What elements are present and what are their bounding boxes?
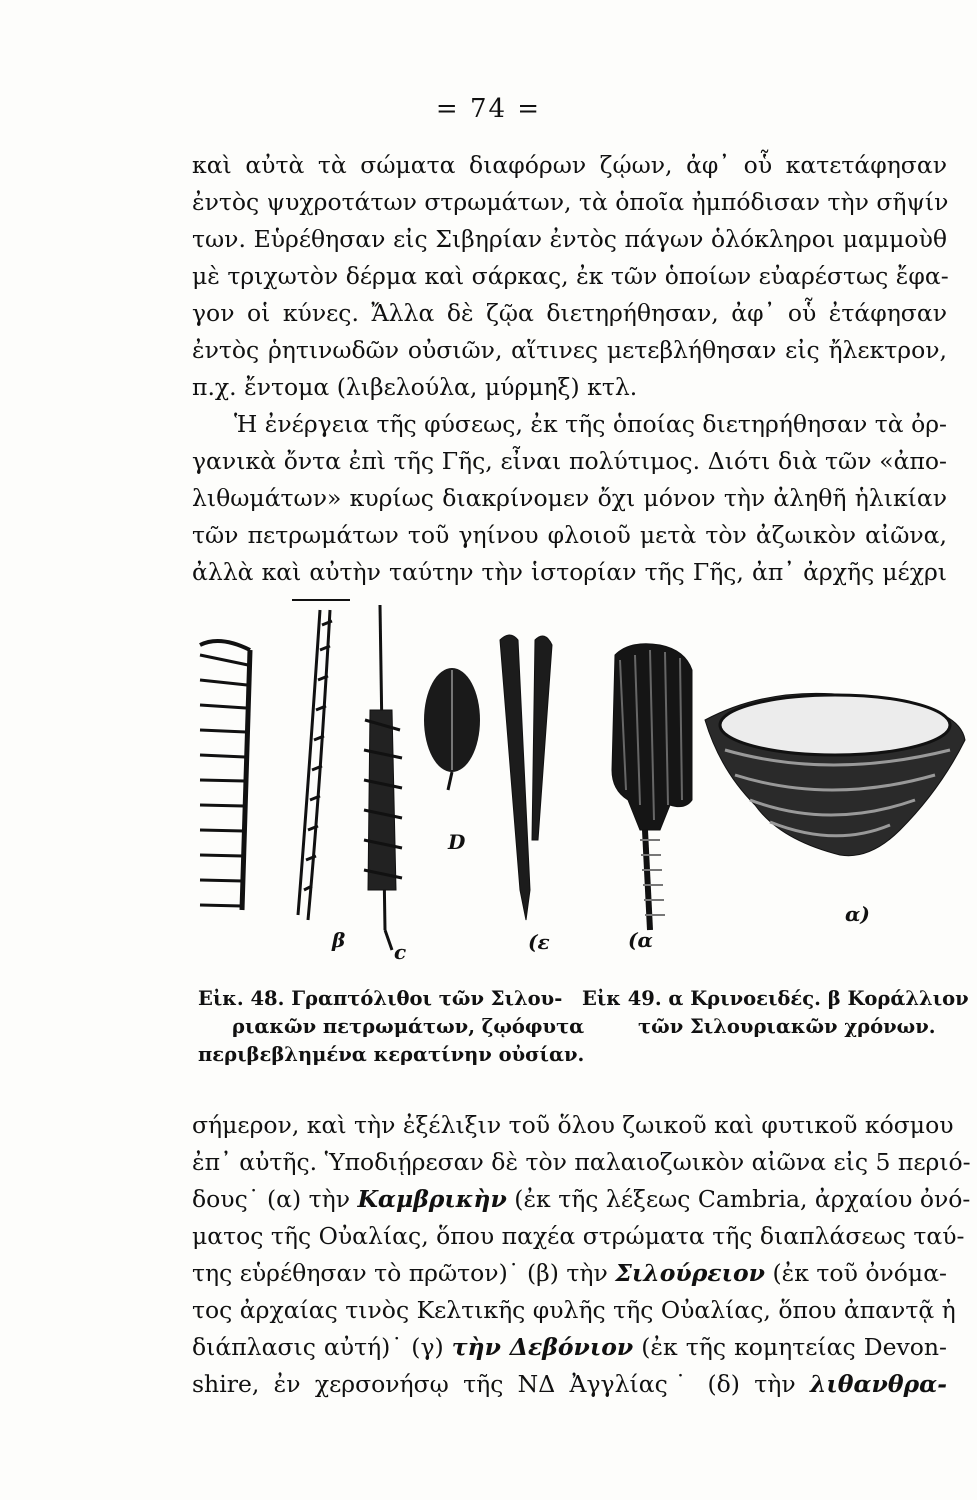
text-span: shire, ἐν χερσονήσῳ τῆς ΝΔ Ἀγγλίας˙ (δ) τὴν xyxy=(192,1370,810,1398)
text-line: ἐντὸς ῥητινωδῶν οὐσιῶν, αἵτινες μετεβλήθησαν εἰς ἤλεκτρον, xyxy=(192,336,947,364)
figure-label-a: (α xyxy=(628,928,653,952)
figure-label-e: (ε xyxy=(528,930,550,954)
figure-48-caption-line: ριακῶν πετρωμάτων, ζῳόφυτα xyxy=(232,1015,585,1038)
figure-label-coral: α) xyxy=(845,902,870,926)
figure-49-caption-line: τῶν Σιλουριακῶν χρόνων. xyxy=(638,1015,936,1038)
figure-label-d: D xyxy=(448,830,466,854)
figure-label-b: β xyxy=(332,928,346,952)
text-span: δους˙ (α) τὴν xyxy=(192,1185,358,1213)
graptolite-long-illustration xyxy=(500,635,552,920)
text-line xyxy=(192,1332,947,1362)
text-line: λιθωμάτων» κυρίως διακρίνομεν ὄχι μόνον τὴν ἀληθῆ ἡλικίαν xyxy=(192,484,947,512)
text-line: γον οἱ κύνες. Ἄλλα δὲ ζῷα διετηρήθησαν, ἀφ᾽ οὗ ἐτάφησαν xyxy=(192,299,947,327)
text-line xyxy=(192,1258,947,1288)
figure-48-caption-line: περιβεβλημένα κερατίνην οὐσίαν. xyxy=(198,1043,585,1066)
text-line: ματος τῆς Οὐαλίας, ὅπου παχέα στρώματα τῆς διαπλάσεως ταύ- xyxy=(192,1222,965,1250)
text-line xyxy=(192,1369,947,1399)
text-line: ἐπ᾽ αὐτῆς. Ὑποδιῄρεσαν δὲ τὸν παλαιοζωικὸν αἰῶνα εἰς 5 περιό- xyxy=(192,1148,971,1176)
text-span: (ἐκ τῆς κομητείας Devon- xyxy=(633,1333,947,1361)
text-line: τῶν πετρωμάτων τοῦ γηίνου φλοιοῦ μετὰ τὸν ἀζωικὸν αἰῶνα, xyxy=(192,521,947,549)
text-line: Ἡ ἐνέργεια τῆς φύσεως, ἐκ τῆς ὁποίας διετηρήθησαν τὰ ὀρ- xyxy=(234,410,947,438)
text-span: (ἐκ τῆς λέξεως Cambria, ἀρχαίου ὀνό- xyxy=(506,1185,971,1213)
page-number: = 74 = xyxy=(435,94,542,124)
graptolite-comb-illustration xyxy=(200,641,250,910)
text-line: τος ἀρχαίας τινὸς Κελτικῆς φυλῆς τῆς Οὐαλίας, ὅπου ἀπαντᾷ ἡ xyxy=(192,1296,956,1324)
coral-illustration xyxy=(705,693,965,855)
figure-49-caption-line: Εἰκ 49. α Κρινοειδές. β Κοράλλιον xyxy=(582,987,969,1010)
text-line: π.χ. ἔντομα (λιβελούλα, μύρμηξ) κτλ. xyxy=(192,373,638,401)
text-line: καὶ αὐτὰ τὰ σώματα διαφόρων ζῴων, ἀφ᾽ οὗ κατετάφησαν xyxy=(192,151,947,179)
text-line xyxy=(192,1184,971,1214)
term-devonian: τὴν Δεβόνιον xyxy=(451,1333,634,1361)
text-line: των. Εὑρέθησαν εἰς Σιβηρίαν ἐντὸς πάγων ὁλόκληροι μαμμοὺθ xyxy=(192,225,947,253)
graptolite-blade-illustration xyxy=(292,600,350,920)
text-line: γανικὰ ὄντα ἐπὶ τῆς Γῆς, εἶναι πολύτιμος. Διότι διὰ τῶν «ἀπο- xyxy=(192,447,947,475)
crinoid-illustration xyxy=(612,644,692,930)
graptolite-spiky-illustration xyxy=(364,605,402,950)
text-span: (ἐκ τοῦ ὀνόμα- xyxy=(764,1259,947,1287)
fossil-figures xyxy=(180,590,970,970)
text-line: μὲ τριχωτὸν δέρμα καὶ σάρκας, ἐκ τῶν ὁποίων εὐαρέστως ἔφα- xyxy=(192,262,949,290)
term-silurian: Σιλούρειον xyxy=(615,1259,765,1287)
term-carboniferous: λιθανθρα- xyxy=(809,1370,947,1398)
term-cambrian: Καμβρικὴν xyxy=(357,1185,507,1213)
graptolite-oval-illustration xyxy=(424,668,480,790)
text-line: ἐντὸς ψυχροτάτων στρωμάτων, τὰ ὁποῖα ἠμπόδισαν τὴν σῆψίν xyxy=(192,188,949,216)
figure-label-c: c xyxy=(394,940,407,964)
text-span: διάπλασις αὐτή)˙ (γ) xyxy=(192,1333,452,1361)
figure-48-caption-line: Εἰκ. 48. Γραπτόλιθοι τῶν Σιλου- xyxy=(198,987,563,1010)
text-span: της εὑρέθησαν τὸ πρῶτον)˙ (β) τὴν xyxy=(192,1259,616,1287)
text-line: ἀλλὰ καὶ αὐτὴν ταύτην τὴν ἱστορίαν τῆς Γῆς, ἀπ᾽ ἀρχῆς μέχρι xyxy=(192,558,947,586)
text-line: σήμερον, καὶ τὴν ἐξέλιξιν τοῦ ὅλου ζωικοῦ καὶ φυτικοῦ κόσμου xyxy=(192,1111,954,1139)
